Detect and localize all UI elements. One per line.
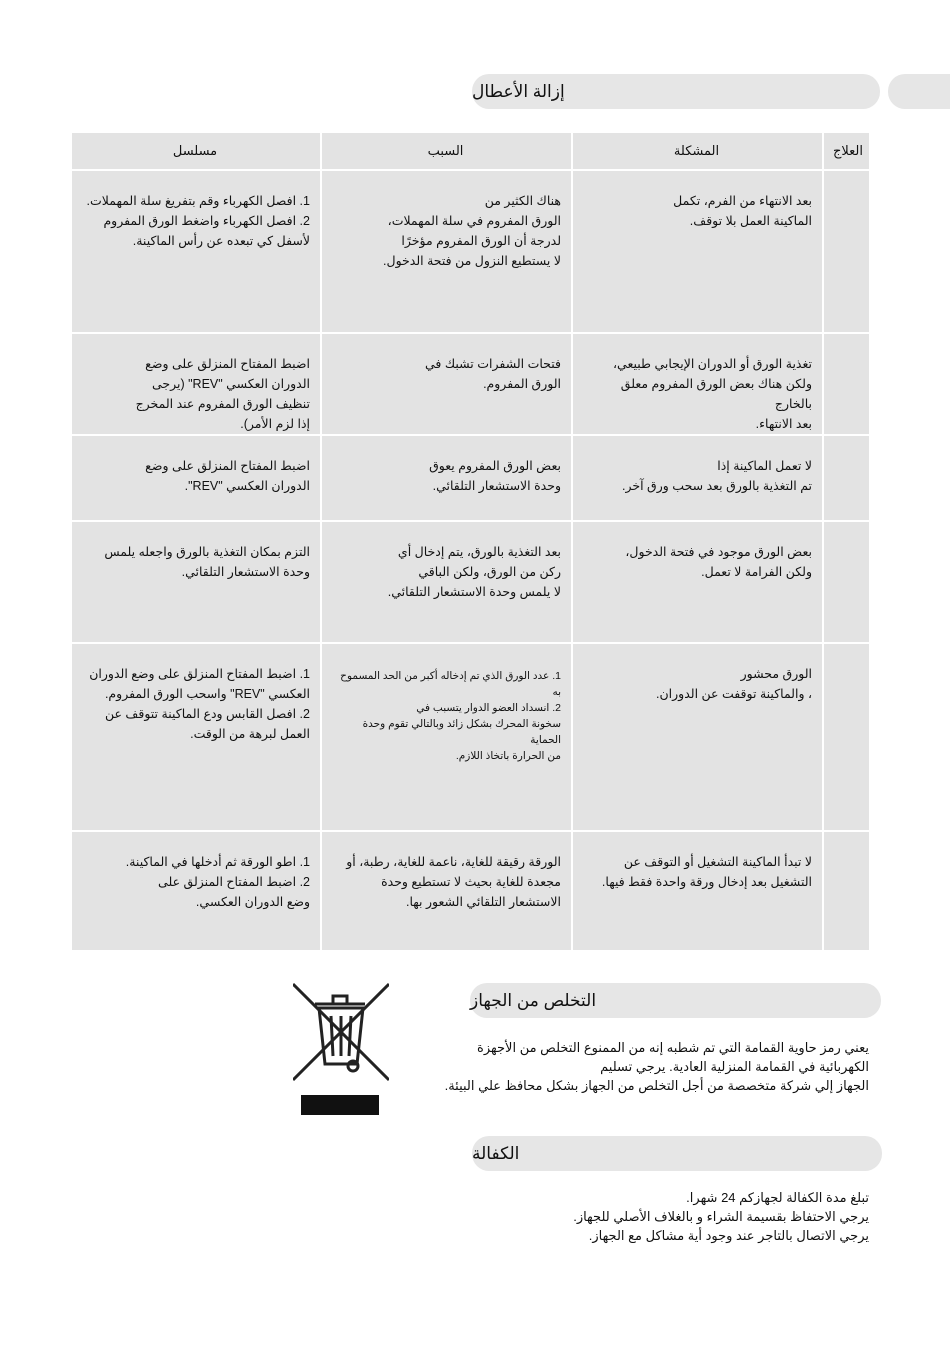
disposal-text (440, 1038, 869, 1095)
cell-line: الاستشعار التلقائي الشعور بها. (406, 895, 561, 909)
troubleshooting-title-bar (472, 74, 880, 109)
warranty-text (440, 1188, 869, 1245)
warranty-line: يرجي الاحتفاظ بقسيمة الشراء و بالغلاف الأصلي للجهاز. (573, 1209, 869, 1224)
cell-line: العمل لبرهة من الوقت. (190, 727, 310, 741)
solution-cell (71, 831, 321, 951)
cell-line: تغذية الورق أو الدوران الإيجابي طبيعي، (613, 357, 812, 371)
warranty-title-bar (472, 1136, 882, 1171)
warranty-line: تبلغ مدة الكفالة لجهازكم 24 شهرا. (686, 1190, 869, 1205)
warranty-title: الكفالة (472, 1143, 520, 1163)
cause-cell (321, 643, 572, 831)
table-row (71, 831, 870, 951)
disposal-line: الكهربائية في القمامة المنزلية العادية. يرجي تسليم (600, 1059, 869, 1074)
cause-cell (321, 170, 572, 333)
cell-line: الورق المفروم. (483, 377, 561, 391)
cell-line: تنظيف الورق المفروم عند المخرج (135, 397, 310, 411)
table-row (71, 170, 870, 333)
cell-line: التشغيل بعد إدخال ورقة واحدة فقط فيها. (601, 875, 812, 889)
disposal-title: التخلص من الجهاز (470, 990, 597, 1010)
number-cell (823, 521, 870, 643)
cell-line: ركن من الورق، ولكن الباقي (418, 565, 561, 579)
cell-line: ، والماكينة توقفت عن الدوران. (656, 687, 812, 701)
cell-line: الورق المفروم في سلة المهملات، (387, 214, 561, 228)
cell-line: سخونة المحرك بشكل زائد وبالتالي تقوم وحدة الحماية (362, 718, 561, 746)
warranty-line: يرجي الاتصال بالتاجر عند وجود أية مشاكل مع الجهاز. (588, 1228, 869, 1243)
table-row (71, 521, 870, 643)
disposal-title-bar (470, 983, 881, 1018)
solution-cell (71, 333, 321, 435)
cell-line: 2. افصل القابس ودع الماكينة تتوقف عن (104, 707, 310, 721)
section-tab-decoration (888, 74, 950, 109)
cell-line: 1. افصل الكهرباء وقم بتفريغ سلة المهملات. (86, 194, 310, 208)
cell-line: 1. عدد الورق الذي تم إدخاله أكبر من الحد المسموح به (340, 670, 561, 698)
cell-line: وحدة الاستشعار التلقائي. (432, 479, 561, 493)
cell-line: 1. اضبط المفتاح المنزلق على وضع الدوران (89, 667, 310, 681)
problem-cell (572, 831, 823, 951)
solution-cell (71, 435, 321, 521)
cell-line: وحدة الاستشعار التلقائي. (181, 565, 310, 579)
number-cell (823, 435, 870, 521)
table-row (71, 333, 870, 435)
cell-line: بعض الورق موجود في فتحة الدخول، (625, 545, 812, 559)
header-remedy: العلاج (823, 132, 870, 170)
cell-line: التزم بمكان التغذية بالورق واجعله يلمس (104, 545, 310, 559)
header-solution: مسلسل (71, 132, 321, 170)
number-cell (823, 831, 870, 951)
cell-line: ولكن هناك بعض الورق المفروم معلق بالخارج (620, 377, 812, 411)
solution-cell (71, 170, 321, 333)
cell-line: لا يستطيع النزول من فتحة الدخول. (383, 254, 561, 268)
cell-line: 2. انسداد العضو الدوار يتسبب في (416, 702, 561, 714)
cause-cell (321, 435, 572, 521)
cell-line: مجعدة للغاية بحيث لا تستطيع وحدة (381, 875, 561, 889)
cell-line: هناك الكثير من (484, 194, 561, 208)
cell-line: 2. افصل الكهرباء واضغط الورق المفروم (103, 214, 310, 228)
disposal-line: الجهاز إلي شركة متخصصة من أجل التخلص من الجهاز بشكل محافظ علي البيئة. (444, 1078, 869, 1093)
crossed-out-wheelie-bin-icon (293, 982, 389, 1118)
cause-cell (321, 831, 572, 951)
troubleshooting-title: إزالة الأعطال (472, 81, 565, 101)
cell-line: الدوران العكسي "REV" (يرجى (151, 377, 310, 391)
cell-line: الورق محشور (740, 667, 812, 681)
cause-cell (321, 521, 572, 643)
cell-line: الورقة رقيقة للغاية، ناعمة للغاية، رطبة، أو (346, 855, 561, 869)
disposal-line: يعني رمز حاوية القمامة التي تم شطبه إنه من الممنوع التخلص من الأجهزة (477, 1040, 869, 1055)
number-cell (823, 333, 870, 435)
problem-cell (572, 170, 823, 333)
cell-line: بعض الورق المفروم يعوق (429, 459, 561, 473)
cell-line: بعد التغذية بالورق، يتم إدخال أي (397, 545, 561, 559)
cell-line: لأسفل كي تبعده عن رأس الماكينة. (132, 234, 310, 248)
problem-cell (572, 521, 823, 643)
solution-cell (71, 521, 321, 643)
cell-line: 1. اطو الورقة ثم أدخلها في الماكينة. (125, 855, 310, 869)
cell-line: 2. اضبط المفتاح المنزلق على (158, 875, 310, 889)
table-row (71, 643, 870, 831)
cell-line: لدرجة أن الورق المفروم مؤخرًا (401, 234, 561, 248)
cell-line: فتحات الشفرات تشبك في (424, 357, 561, 371)
cell-line: بعد الانتهاء من الفرم، تكمل (673, 194, 812, 208)
problem-cell (572, 333, 823, 435)
header-problem: المشكلة (572, 132, 823, 170)
cell-line: لا تعمل الماكينة إذا (717, 459, 812, 473)
cell-line: الماكينة العمل بلا توقف. (689, 214, 812, 228)
cell-line: تم التغذية بالورق بعد سحب ورق آخر. (622, 479, 812, 493)
cell-line: الدوران العكسي "REV". (184, 479, 310, 493)
number-cell (823, 643, 870, 831)
header-cause: السبب (321, 132, 572, 170)
troubleshooting-table (70, 131, 871, 952)
cell-line: اضبط المفتاح المنزلق على وضع (145, 357, 310, 371)
table-header-row (71, 132, 870, 170)
cell-line: إذا لزم الأمر). (240, 417, 310, 431)
problem-cell (572, 435, 823, 521)
cause-cell (321, 333, 572, 435)
cell-line: اضبط المفتاح المنزلق على وضع (145, 459, 310, 473)
solution-cell (71, 643, 321, 831)
problem-cell (572, 643, 823, 831)
number-cell (823, 170, 870, 333)
cell-line: وضع الدوران العكسي. (195, 895, 310, 909)
cell-line: بعد الانتهاء. (755, 417, 812, 431)
cell-line: من الحرارة باتخاذ اللازم. (455, 750, 561, 762)
cell-line: لا يلمس وحدة الاستشعار التلقائي. (387, 585, 561, 599)
cell-line: العكسي "REV" واسحب الورق المفروم. (104, 687, 310, 701)
cell-line: ولكن الفرامة لا تعمل. (701, 565, 812, 579)
cell-line: لا تبدأ الماكينة التشغيل أو التوقف عن (623, 855, 812, 869)
table-row (71, 435, 870, 521)
